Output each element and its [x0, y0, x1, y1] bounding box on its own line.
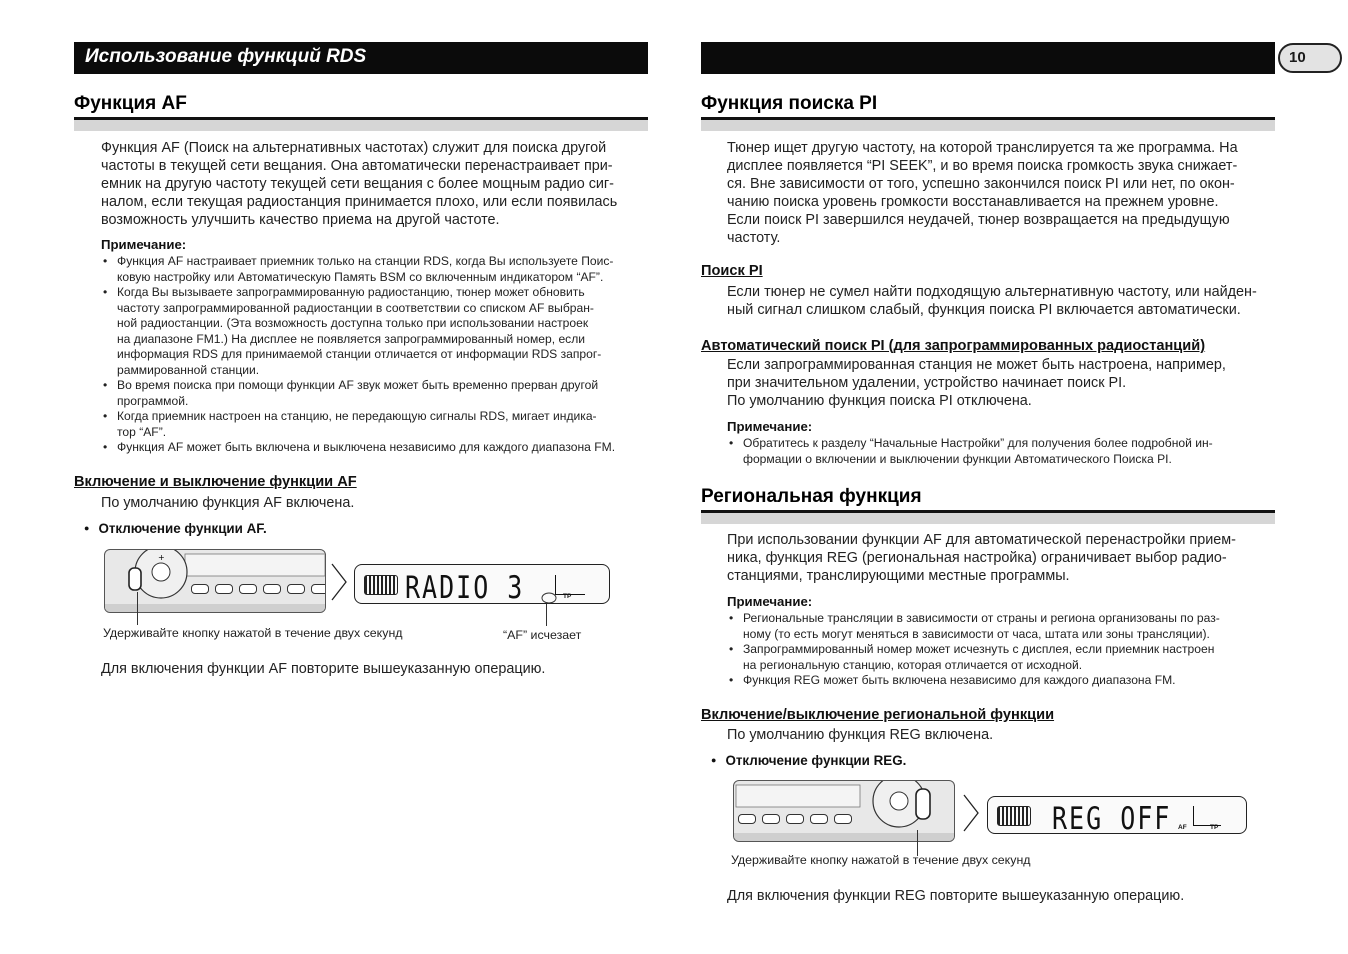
pi-heading: Функция поиска PI — [701, 93, 878, 114]
text-line: станциями, транслирующими местные программы. — [727, 568, 1070, 584]
preset-button[interactable] — [738, 814, 756, 824]
pi-paragraph — [727, 139, 1238, 247]
text-line: чанию поиска уровень громкости восстанавливается на прежнем уровне. — [727, 194, 1219, 210]
hold-caption-reg: Удерживайте кнопку нажатой в течение двух секунд — [731, 853, 1031, 867]
note-line: формации о включении и выключении функции Автоматического Поиска PI. — [743, 451, 1172, 466]
note-item — [101, 378, 615, 409]
text-line: частоты в текущей сети вещания. Она автоматически перенастраивает при- — [101, 158, 613, 174]
note-item — [727, 642, 1220, 673]
hold-caption: Удерживайте кнопку нажатой в течение двух секунд — [103, 626, 403, 640]
text-line: ника, функция REG (региональная настройка) ограничивает выбор радио- — [727, 550, 1227, 566]
text-line: емник на другую частоту текущей сети вещания с более мощным радио сиг- — [101, 176, 614, 192]
af-indicator: AF — [1178, 824, 1187, 831]
note-item — [101, 440, 615, 456]
note-line: • Функция AF может быть включена и выключена независимо для каждого диапазона FM. — [117, 440, 616, 454]
text-line: При использовании функции AF для автоматической перенастройки прием- — [727, 532, 1236, 548]
note-item — [101, 254, 615, 285]
preset-buttons — [191, 584, 326, 594]
pi-note-title: Примечание: — [727, 419, 813, 434]
preset-button[interactable] — [191, 584, 209, 594]
preset-button[interactable] — [311, 584, 326, 594]
text-line: возможность улучшить качество приема на другой частоте. — [101, 212, 500, 228]
callout-line — [137, 592, 138, 625]
note-line: на диапазоне FM1.) На дисплее не появляется запрограммированный номер, если — [117, 331, 586, 346]
reg-heading-rule — [701, 510, 1275, 524]
text-line: при значительном удалении, устройство начинает поиск PI. — [727, 375, 1127, 391]
lcd-bracket — [555, 575, 585, 595]
reg-notes-list — [727, 611, 1220, 689]
note-line: частоту запрограммированной радиостанции в соответствии со списком AF выбран- — [117, 300, 594, 315]
reg-repeat-text: Для включения функции REG повторите вышеуказанную операцию. — [727, 888, 1185, 904]
lcd-display-reg — [987, 796, 1247, 837]
note-line: • Обратитесь к разделу “Начальные Настройки” для получения более подробной ин- — [743, 436, 1213, 450]
af-repeat-text: Для включения функции AF повторите вышеуказанную операцию. — [101, 661, 546, 677]
note-line: раммированной станции. — [117, 362, 260, 377]
reg-default-text: По умолчанию функция REG включена. — [727, 727, 994, 743]
text-line: Если запрограммированная станция не может быть настроена, например, — [727, 357, 1226, 373]
af-paragraph — [101, 139, 617, 229]
af-step: ● Отключение функции AF. — [84, 521, 267, 536]
preset-buttons — [738, 814, 852, 824]
tp-indicator: TP — [563, 593, 572, 600]
note-item — [727, 611, 1220, 642]
af-heading-rule — [74, 117, 648, 131]
note-line: • Во время поиска при помощи функции AF звук может быть временно прерван другой — [117, 378, 599, 392]
note-line: программой. — [117, 393, 189, 408]
preset-button[interactable] — [287, 584, 305, 594]
note-line: • Когда Вы вызываете запрограммированную радиостанцию, тюнер может обновить — [117, 285, 585, 299]
note-line: на региональную станцию, которая отличается от исходной. — [743, 657, 1083, 672]
text-line: Функция AF (Поиск на альтернативных частотах) служит для поиска другой — [101, 140, 607, 156]
head-unit-drawing — [105, 550, 326, 613]
note-line: тор “AF”. — [117, 424, 167, 439]
arrow-right-icon — [330, 563, 348, 601]
preset-button[interactable] — [786, 814, 804, 824]
lcd-text: REG OFF — [1052, 800, 1172, 837]
reg-heading: Региональная функция — [701, 486, 922, 507]
page-number-tab — [1278, 43, 1342, 73]
note-item — [727, 436, 1213, 467]
preset-button[interactable] — [239, 584, 257, 594]
text-line: налом, если текущая радиостанция принимается плохо, или если появилась — [101, 194, 618, 210]
af-heading: Функция AF — [74, 93, 187, 114]
note-line: ной радиостанции. (Эта возможность доступна только при использовании настроек — [117, 316, 589, 330]
text-line: Если тюнер не сумел найти подходящую альтернативную частоту, или найден- — [727, 284, 1257, 300]
note-item — [101, 285, 615, 378]
page-number: 10 — [1289, 49, 1306, 66]
tp-indicator: TP — [1210, 824, 1219, 831]
auto-pi-heading: Автоматический поиск PI (для запрограммированных радиостанций) — [701, 338, 1206, 354]
text-line: Тюнер ищет другую частоту, на которой транслируется та же программа. На — [727, 140, 1238, 156]
preset-button[interactable] — [762, 814, 780, 824]
af-onoff-heading: Включение и выключение функции AF — [74, 474, 357, 490]
display-logo-icon — [997, 806, 1031, 826]
preset-button[interactable] — [810, 814, 828, 824]
note-item — [727, 673, 1220, 689]
note-line: информация RDS для принимаемой станции отличается от информации RDS запрог- — [117, 347, 602, 361]
text-line: Если поиск PI завершился неудачей, тюнер возвращается на предыдущую — [727, 212, 1230, 228]
af-notes-list — [101, 254, 615, 456]
note-line: • Когда приемник настроен на станцию, не передающую сигналы RDS, мигает индика- — [117, 409, 597, 423]
af-note-title: Примечание: — [101, 237, 187, 252]
auto-pi-paragraph — [727, 356, 1226, 410]
af-disappears-caption: “AF” исчезает — [503, 628, 582, 642]
preset-button[interactable] — [215, 584, 233, 594]
reg-onoff-heading: Включение/выключение региональной функции — [701, 707, 1055, 723]
lcd-text: RADIO 3 — [405, 569, 525, 606]
af-default-text: По умолчанию функция AF включена. — [101, 495, 355, 511]
text-line: дисплее появляется “PI SEEK”, и во время поиска громкость звука снижает- — [727, 158, 1238, 174]
display-logo-icon — [364, 575, 398, 595]
reg-paragraph — [727, 531, 1236, 585]
lcd-display-af — [354, 564, 610, 604]
pi-heading-rule — [701, 117, 1275, 131]
text-line: ся. Вне зависимости от того, успешно закончился поиск PI или нет, по окон- — [727, 176, 1235, 192]
banner-title: Использование функций RDS — [85, 46, 367, 67]
reg-note-title: Примечание: — [727, 594, 813, 609]
callout-line — [546, 604, 547, 626]
pi-notes-list — [727, 436, 1213, 467]
note-line: • Функция REG может быть включена независимо для каждого диапазона FM. — [743, 673, 1176, 687]
arrow-right-icon — [962, 794, 980, 832]
note-line: ковую настройку или Автоматическую Память BSM со включенным индикатором “AF”. — [117, 269, 604, 284]
svg-text:+: + — [158, 553, 165, 562]
section-banner — [74, 42, 648, 74]
head-unit-illustration-reg — [733, 780, 955, 842]
note-line: • Функция AF настраивает приемник только на станции RDS, когда Вы используете Поис- — [117, 254, 614, 268]
reg-step: ● Отключение функции REG. — [711, 753, 906, 768]
note-line: • Запрограммированный номер может исчезнуть с дисплея, если приемник настроен — [743, 642, 1215, 656]
note-item — [101, 409, 615, 440]
text-line: частоту. — [727, 230, 781, 246]
text-line: По умолчанию функция поиска PI отключена. — [727, 393, 1032, 409]
pi-search-heading: Поиск PI — [701, 263, 763, 279]
pi-search-paragraph — [727, 283, 1257, 319]
head-unit-drawing — [734, 781, 955, 842]
note-line: ному (то есть могут меняться в зависимости от часа, штата или зоны трансляции). — [743, 626, 1210, 641]
text-line: ный сигнал слишком слабый, функция поиска PI включается автоматически. — [727, 302, 1241, 318]
note-line: • Региональные трансляции в зависимости от страны и региона организованы по раз- — [743, 611, 1220, 625]
preset-button[interactable] — [834, 814, 852, 824]
af-indicator-circle-icon — [541, 592, 557, 604]
lcd-bracket — [1193, 806, 1221, 826]
preset-button[interactable] — [263, 584, 281, 594]
section-banner-right — [701, 42, 1275, 74]
